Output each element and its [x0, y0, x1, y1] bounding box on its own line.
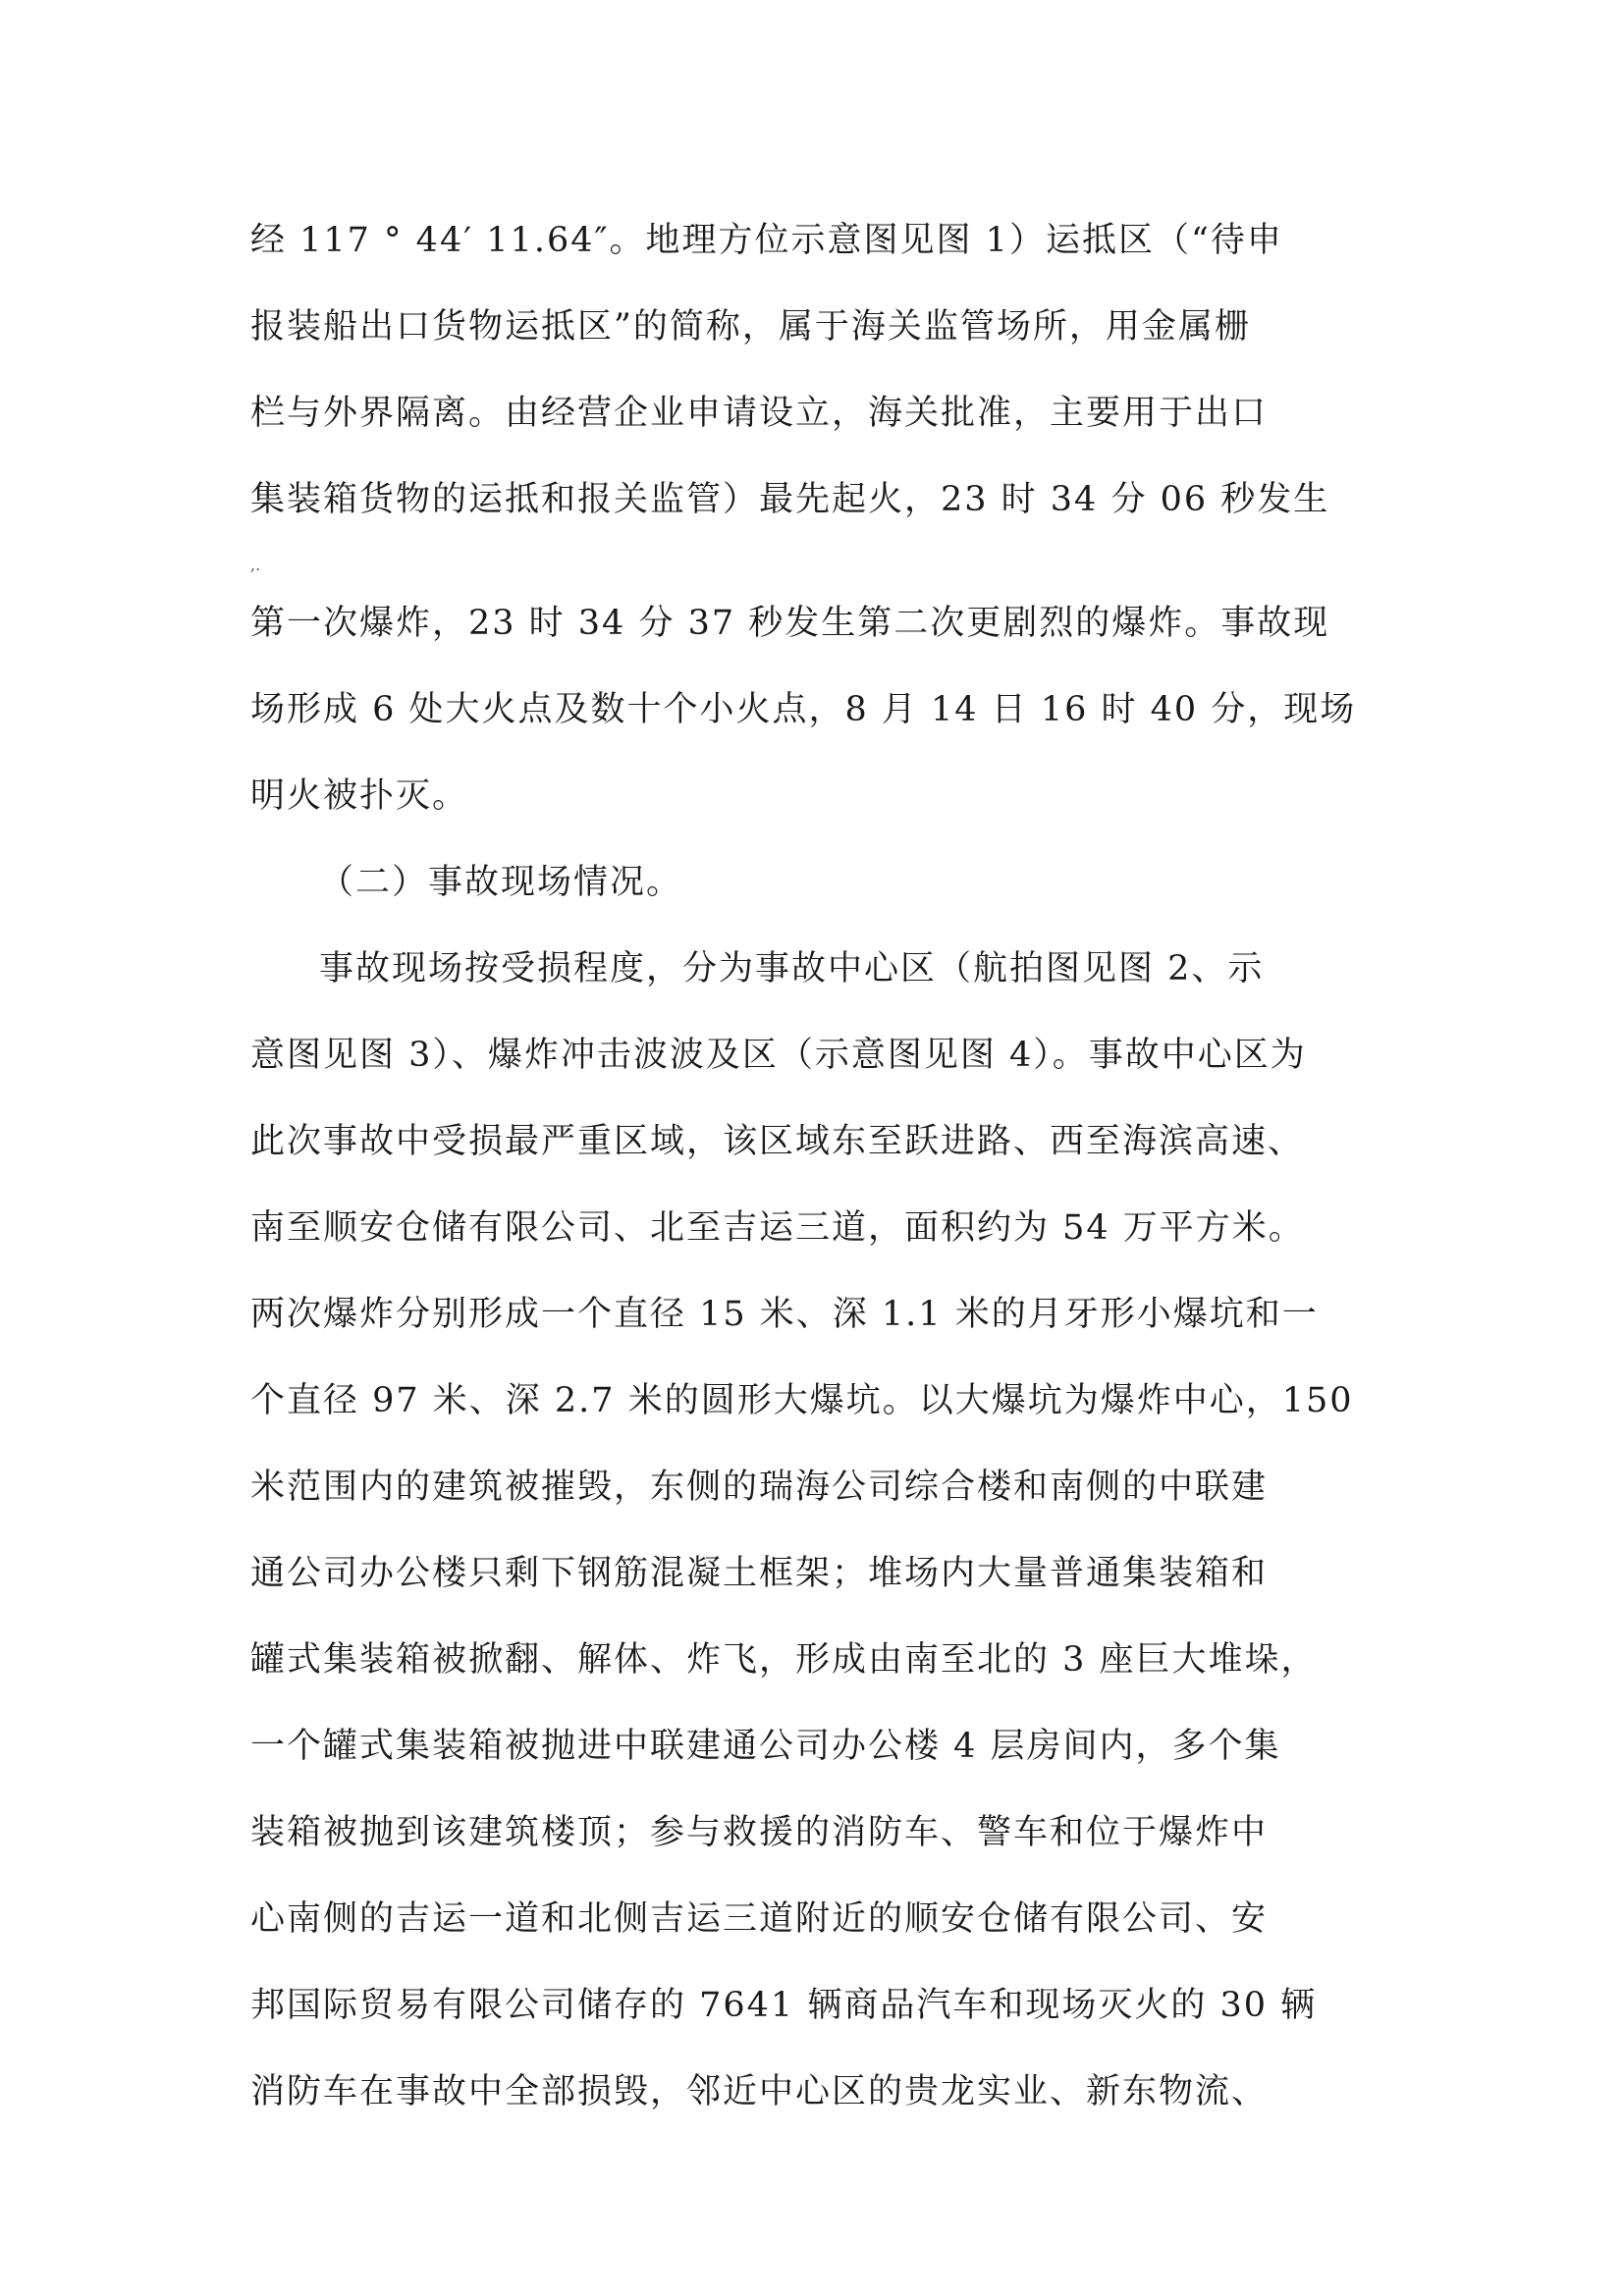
text-line-11: 此次事故中受损最严重区域，该区域东至跃进路、西至海滨高速、: [250, 1122, 1305, 1161]
text-line-1: 经 117 ° 44′ 11.64″。地理方位示意图见图 1）运抵区（“待申: [250, 221, 1283, 260]
text-line-7: 明火被扑灭。: [250, 776, 469, 816]
text-line-13: 两次爆炸分别形成一个直径 15 米、深 1.1 米的月牙形小爆坑和一: [250, 1295, 1319, 1334]
text-line-16: 通公司办公楼只剩下钢筋混凝土框架；堆场内大量普通集装箱和: [250, 1554, 1269, 1593]
section-heading: （二）事故现场情况。: [319, 863, 683, 902]
text-line-21: 邦国际贸易有限公司储存的 7641 辆商品汽车和现场灭火的 30 辆: [250, 1986, 1318, 2025]
text-line-18: 一个罐式集装箱被抛进中联建通公司办公楼 4 层房间内，多个集: [250, 1727, 1281, 1766]
text-line-17: 罐式集装箱被掀翻、解体、炸飞，形成由南至北的 3 座巨大堆垛，: [250, 1640, 1318, 1680]
text-line-4: 集装箱货物的运抵和报关监管）最先起火，23 时 34 分 06 秒发生: [250, 480, 1330, 519]
text-line-3: 栏与外界隔离。由经营企业申请设立，海关批准，主要用于出口: [250, 394, 1269, 433]
text-line-5: 第一次爆炸，23 时 34 分 37 秒发生第二次更剧烈的爆炸。事故现: [250, 604, 1330, 643]
text-line-12: 南至顺安仓储有限公司、北至吉运三道，面积约为 54 万平方米。: [250, 1208, 1305, 1248]
text-line-6: 场形成 6 处大火点及数十个小火点，8 月 14 日 16 时 40 分，现场: [250, 690, 1357, 729]
text-line-9: 事故现场按受损程度，分为事故中心区（航拍图见图 2、示: [319, 949, 1265, 988]
text-line-10: 意图见图 3）、爆炸冲击波波及区（示意图见图 4）。事故中心区为: [250, 1036, 1307, 1075]
text-line-2: 报装船出口货物运抵区”的简称，属于海关监管场所，用金属栅: [250, 307, 1251, 347]
text-line-20: 心南侧的吉运一道和北侧吉运三道附近的顺安仓储有限公司、安: [250, 1899, 1269, 1939]
stray-mark: ,.: [250, 556, 261, 574]
text-line-22: 消防车在事故中全部损毁，邻近中心区的贵龙实业、新东物流、: [250, 2072, 1269, 2111]
text-line-15: 米范围内的建筑被摧毁，东侧的瑞海公司综合楼和南侧的中联建: [250, 1468, 1269, 1507]
text-line-14: 个直径 97 米、深 2.7 米的圆形大爆坑。以大爆坑为爆炸中心，150: [250, 1381, 1354, 1420]
text-line-19: 装箱被抛到该建筑楼顶；参与救援的消防车、警车和位于爆炸中: [250, 1813, 1269, 1852]
